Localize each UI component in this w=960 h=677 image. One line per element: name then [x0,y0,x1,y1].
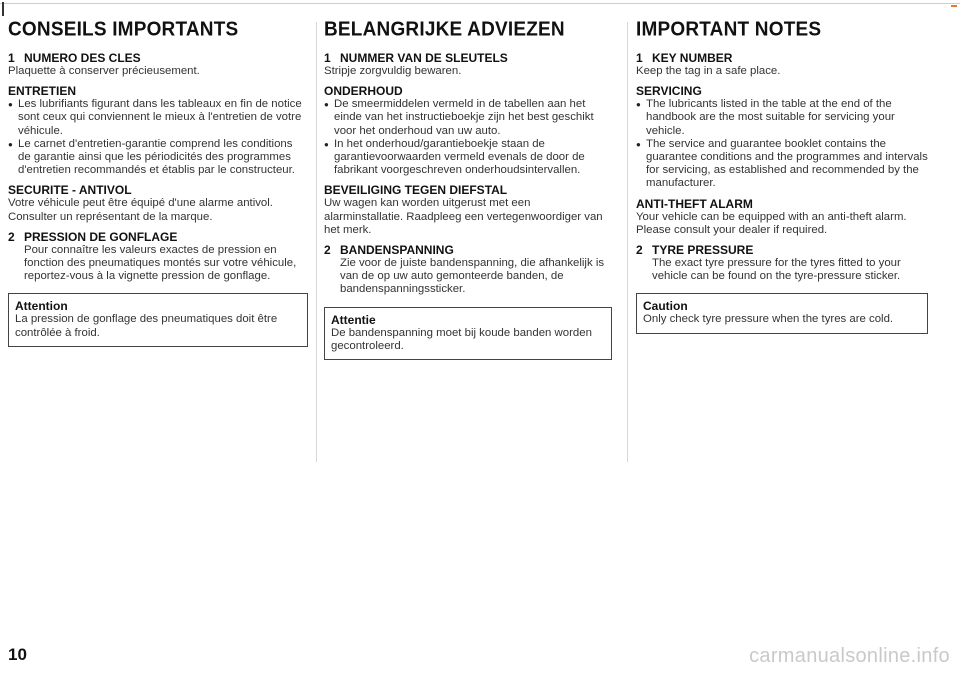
tyre-heading [8,230,308,244]
corner-mark [951,5,957,7]
item-number: 2 [636,243,643,258]
alarm-section [636,197,928,237]
section-text: Zie voor de juiste bandenspanning, die afhankelijk is van de op uw auto gemonteerde banden, de bandenspanningssticker. [340,257,605,296]
column-dutch [324,18,612,360]
page-number: 10 [8,645,27,664]
item-number: 2 [324,243,331,258]
section-heading: NUMERO DES CLES [24,51,141,65]
item-number: 2 [8,229,15,244]
column-french [8,18,308,347]
item-number: 1 [324,51,331,65]
caution-heading: Attentie [331,312,376,327]
key-number-section [8,51,308,78]
section-text: Pour connaître les valeurs exactes de pression en fonction des pneumatiques montés sur votre véhicule, reportez-vous à la vignette pression de gonflage. [24,243,297,283]
section-heading: ENTRETIEN [8,84,77,99]
list-item: ● The lubricants listed in the table at the end of the handbook are the most suitable for servicing your vehicle. [636,98,928,138]
key-number-section [636,51,928,78]
tyre-section [324,243,612,297]
key-number-heading [324,51,612,65]
caution-text: Only check tyre pressure when the tyres are cold. [643,313,894,326]
section-text: Votre véhicule peut être équipé d'une alarme antivol. Consulter un représentant de la marque. [8,197,273,223]
column-title: CONSEILS IMPORTANTS [8,18,239,41]
servicing-section [636,84,928,190]
section-heading: SECURITE - ANTIVOL [8,183,132,198]
key-number-heading [636,51,928,65]
item-number: 1 [636,51,643,65]
servicing-section [8,84,308,177]
watermark: carmanualsonline.info [749,645,950,667]
bullet-list [8,98,308,177]
section-text: The exact tyre pressure for the tyres fitted to your vehicle can be found on the tyre-pressure sticker. [652,257,901,283]
column-divider [316,22,317,462]
tyre-section [636,243,928,283]
column-english [636,18,928,334]
tyre-heading [636,243,928,257]
section-heading: NUMMER VAN DE SLEUTELS [340,51,508,65]
section-text: Plaquette à conserver précieusement. [8,65,200,77]
section-heading: KEY NUMBER [652,51,733,65]
section-heading: BANDENSPANNING [340,243,454,258]
bullet-list [636,98,928,190]
section-text: Your vehicle can be equipped with an anti-theft alarm. Please consult your dealer if required. [636,210,907,236]
tyre-heading [324,243,612,257]
caution-box [324,307,612,360]
list-item: ● Les lubrifiants figurant dans les tableaux en fin de notice sont ceux qui conviennent le mieux à l'entretien de votre véhicule. [8,98,308,138]
key-number-section [324,51,612,78]
section-heading: ANTI-THEFT ALARM [636,196,753,211]
caution-box [8,293,308,346]
list-item: ● Le carnet d'entretien-garantie comprend les conditions de garantie ainsi que les périodicités des programmes d'entretien recommandés et établis par le constructeur. [8,138,308,178]
item-number: 1 [8,51,15,65]
section-heading: ONDERHOUD [324,84,403,99]
column-divider [627,22,628,462]
list-item: ● In het onderhoud/garantieboekje staan de garantievoorwaarden vermeld evenals de door de fabrikant voorgeschreven onderhoudsintervallen. [324,138,612,178]
section-heading: PRESSION DE GONFLAGE [24,229,178,244]
top-rule [0,3,960,4]
alarm-section [324,183,612,237]
key-number-heading [8,51,308,65]
section-heading: BEVEILIGING TEGEN DIEFSTAL [324,183,508,198]
column-title: IMPORTANT NOTES [636,18,822,41]
tyre-section [8,230,308,284]
section-text: Stripje zorgvuldig bewaren. [324,65,462,77]
list-item: ● The service and guarantee booklet contains the guarantee conditions and the programmes and intervals for servicing, as established and recommended by the manufacturer. [636,138,928,191]
alarm-section [8,183,308,223]
section-text: Uw wagen kan worden uitgerust met een alarminstallatie. Raadpleeg een vertegenwoordiger van het merk. [324,197,603,236]
caution-text: De bandenspanning moet bij koude banden worden gecontroleerd. [331,326,592,352]
servicing-section [324,84,612,177]
caution-box [636,293,928,333]
caution-heading: Caution [643,299,688,314]
bullet-list [324,98,612,177]
section-text: Keep the tag in a safe place. [636,65,781,77]
caution-heading: Attention [15,299,68,314]
section-heading: SERVICING [636,84,702,99]
crop-mark [2,2,4,16]
caution-text: La pression de gonflage des pneumatiques doit être contrôlée à froid. [15,313,278,339]
section-heading: TYRE PRESSURE [652,243,754,258]
list-item: ● De smeermiddelen vermeld in de tabellen aan het einde van het instructieboekje zijn het best geschikt voor het onderhoud van uw auto. [324,98,612,138]
column-title: BELANGRIJKE ADVIEZEN [324,18,565,41]
